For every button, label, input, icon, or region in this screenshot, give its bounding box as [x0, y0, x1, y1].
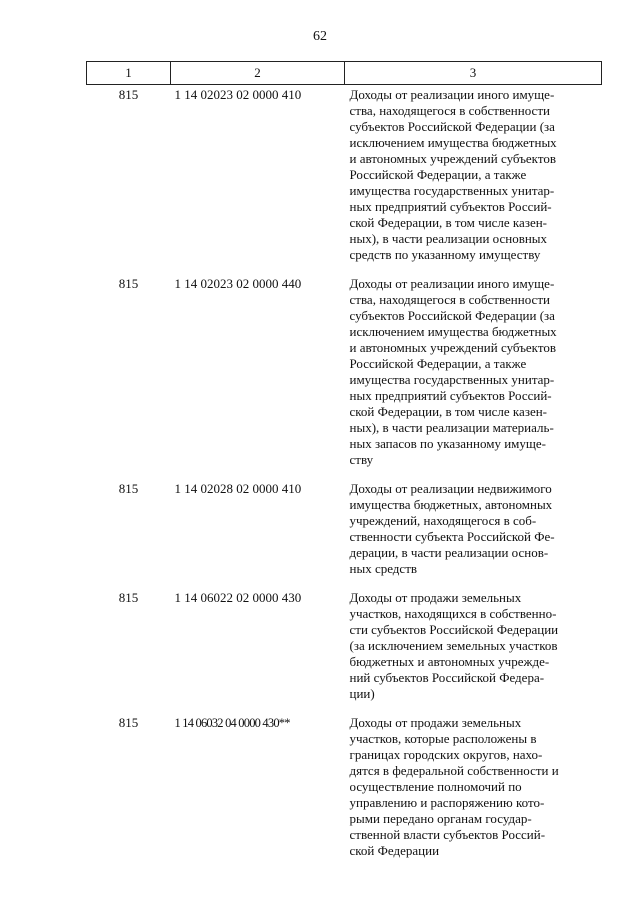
- admin-code-cell: 815: [118, 87, 139, 102]
- budget-code-cell: 1 14 06022 02 0000 430: [174, 590, 302, 605]
- description-cell: Доходы от продажи земельных участков, находящихся в собственно- сти субъектов Российской Федерации (за исключением земельных участков бюджетных и автономных учрежде- ний субъектов Российской Федера- ции): [349, 590, 559, 701]
- table-header-row: [87, 62, 602, 85]
- admin-code-cell: 815: [118, 590, 139, 605]
- table-row: [87, 85, 602, 264]
- budget-code-cell: 1 14 02028 02 0000 410: [174, 481, 302, 496]
- description-cell: Доходы от продажи земельных участков, которые расположены в границах городских округов, нахо- дятся в федеральной собственности и осуществление полномочий по управлению и распоряжению кото- рыми передано органам государ- ственной власти субъектов Россий- ской Федерации: [349, 715, 559, 858]
- budget-code-cell: 1 14 02023 02 0000 440: [174, 276, 302, 291]
- description-cell: Доходы от реализации иного имуще- ства, находящегося в собственности субъектов Российской Федерации (за исключением имущества бюджетных и автономных учреждений субъектов Российской Федерации, а также имущества государственных унитар- ных предприятий субъектов Россий- ской Федерации, в том числе казен- ных), в части реализации основных средств по указанному имуществу: [349, 87, 557, 262]
- table-row: [87, 590, 602, 702]
- page-number: 62: [313, 29, 327, 44]
- table-row: [87, 481, 602, 577]
- column-header-2: 2: [171, 62, 345, 85]
- table-row: [87, 276, 602, 468]
- description-cell: Доходы от реализации недвижимого имущества бюджетных, автономных учреждений, находящегося в соб- ственности субъекта Российской Фе- дерации, в части реализации основ- ных средств: [349, 481, 555, 576]
- table-row: [87, 715, 602, 859]
- budget-code-cell: 1 14 06032 04 0000 430**: [174, 716, 290, 730]
- admin-code-cell: 815: [118, 481, 139, 496]
- column-header-3: 3: [345, 62, 602, 85]
- admin-code-cell: 815: [118, 276, 139, 291]
- column-header-1: 1: [87, 62, 171, 85]
- admin-code-cell: 815: [118, 715, 139, 730]
- revenue-codes-table: [86, 61, 602, 859]
- description-cell: Доходы от реализации иного имуще- ства, находящегося в собственности субъектов Российской Федерации (за исключением имущества бюджетных и автономных учреждений субъектов Российской Федерации, а также имущества государственных унитар- ных предприятий субъектов Россий- ской Федерации, в том числе казен- ных), в части реализации материаль- ных запасов по указанному имуще- ству: [349, 276, 557, 467]
- budget-code-cell: 1 14 02023 02 0000 410: [174, 87, 302, 102]
